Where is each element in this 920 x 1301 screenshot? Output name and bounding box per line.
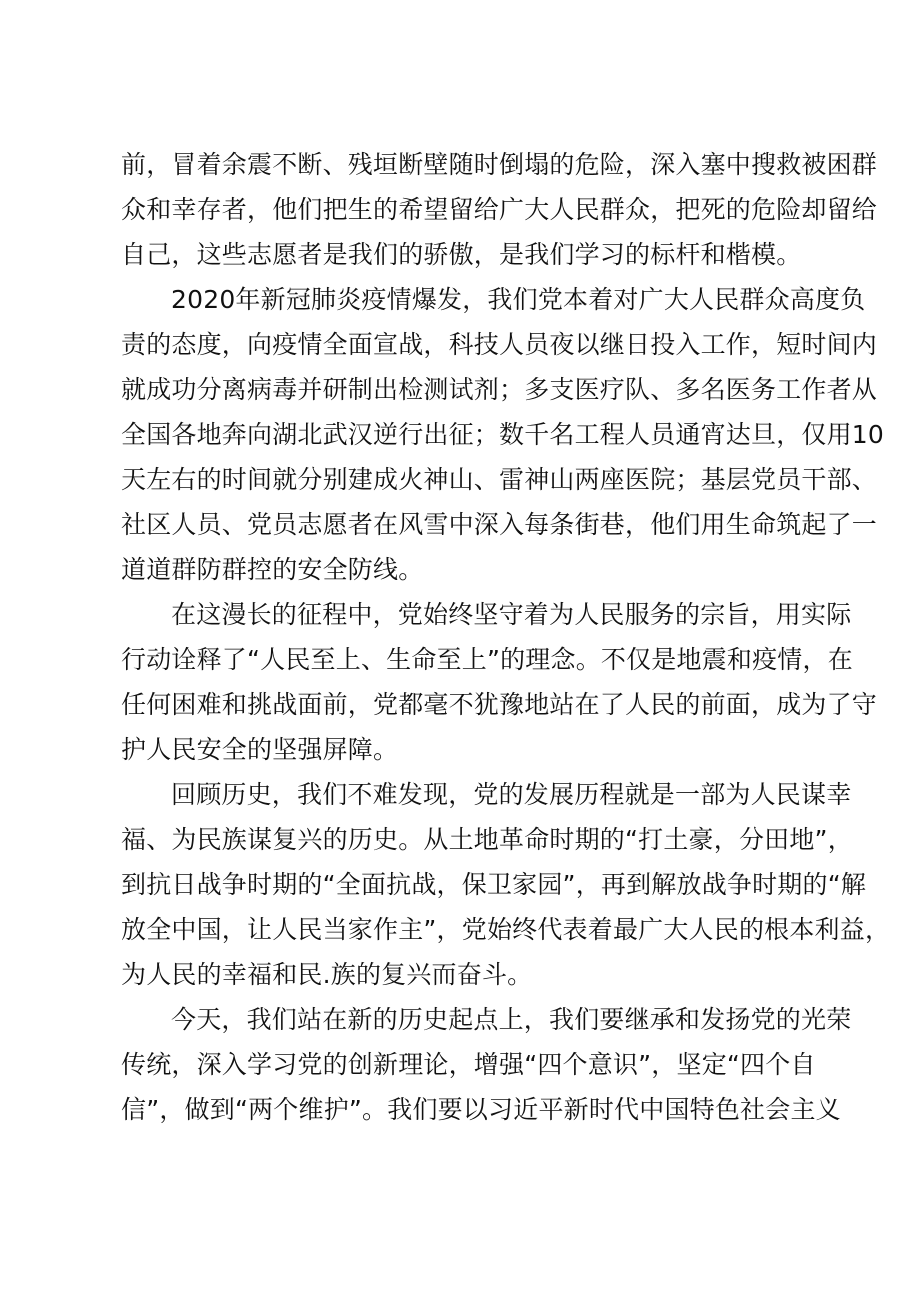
paragraph-5-line-2: 传统，深入学习党的创新理论，增强“四个意识”，坚定“四个自: [121, 1050, 816, 1079]
paragraph-3-line-1: 在这漫长的征程中，党始终坚守着为人民服务的宗旨，用实际: [171, 600, 852, 629]
paragraph-2-line-3: 就成功分离病毒并研制出检测试剂；多支医疗队、多名医务工作者从: [121, 375, 878, 404]
paragraph-1-line-1: 前，冒着余震不断、残垣断壁随时倒塌的危险，深入塞中搜救被困群: [121, 150, 878, 179]
paragraph-1-line-2: 众和幸存者，他们把生的希望留给广大人民群众，把死的危险却留给: [121, 195, 878, 224]
paragraph-4-line-3: 到抗日战争时期的“全面抗战，保卫家园”，再到解放战争时期的“解: [121, 870, 867, 899]
paragraph-5-line-3: 信”，做到“两个维护”。我们要以习近平新时代中国特色社会主义: [121, 1095, 841, 1124]
paragraph-2-line-5: 天左右的时间就分别建成火神山、雷神山两座医院；基层党员干部、: [121, 465, 878, 494]
paragraph-3-line-3: 任何困难和挑战面前，党都毫不犹豫地站在了人民的前面，成为了守: [121, 690, 878, 719]
paragraph-3-line-4: 护人民安全的坚强屏障。: [121, 735, 399, 764]
paragraph-4-line-5: 为人民的幸福和民.族的复兴而奋斗。: [121, 960, 533, 989]
paragraph-4-line-4: 放全中国，让人民当家作主”，党始终代表着最广大人民的根本利益，: [121, 915, 891, 944]
paragraph-2-line-2: 责的态度，向疫情全面宣战，科技人员夜以继日投入工作，短时间内: [121, 330, 878, 359]
body-text: [121, 142, 891, 1132]
paragraph-2-line-1: 2020年新冠肺炎疫情爆发，我们党本着对广大人民群众高度负: [171, 285, 866, 314]
paragraph-1-line-3: 自己，这些志愿者是我们的骄傲，是我们学习的标杆和楷模。: [121, 240, 802, 269]
paragraph-2-line-4: 全国各地奔向湖北武汉逆行出征；数千名工程人员通宵达旦，仅用10: [121, 420, 885, 449]
paragraph-3-line-2: 行动诠释了“人民至上、生命至上”的理念。不仅是地震和疫情，在: [121, 645, 853, 674]
paragraph-4-line-2: 福、为民族谋复兴的历史。从土地革命时期的“打土豪，分田地”，: [121, 825, 853, 854]
paragraph-2-line-7: 道道群防群控的安全防线。: [121, 555, 424, 584]
paragraph-4-line-1: 回顾历史，我们不难发现，党的发展历程就是一部为人民谋幸: [171, 780, 852, 809]
paragraph-2-line-6: 社区人员、党员志愿者在风雪中深入每条街巷，他们用生命筑起了一: [121, 510, 878, 539]
paragraph-5-line-1: 今天，我们站在新的历史起点上，我们要继承和发扬党的光荣: [171, 1005, 852, 1034]
